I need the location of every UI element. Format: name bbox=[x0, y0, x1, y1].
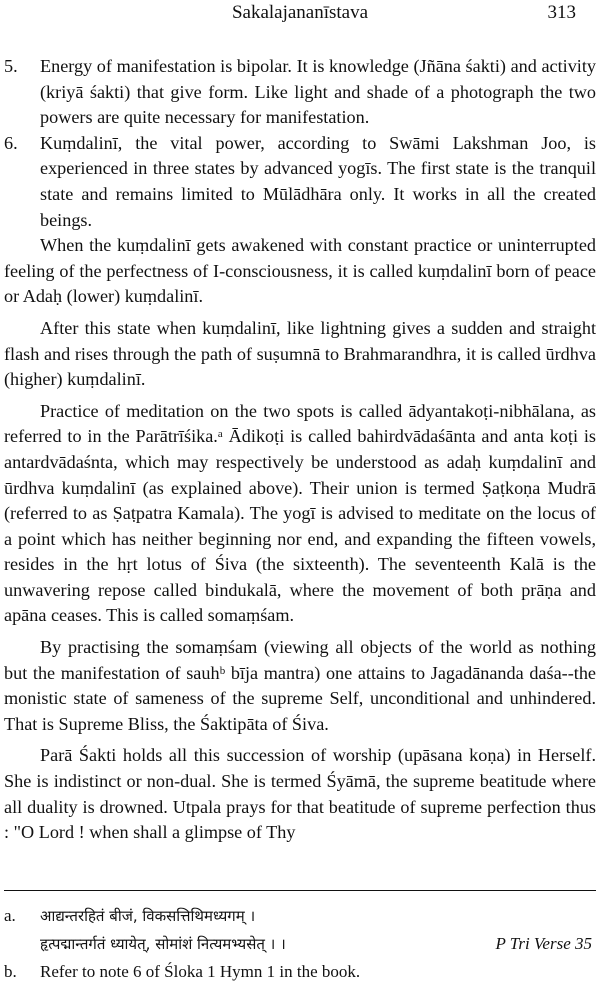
page-body bbox=[4, 54, 596, 846]
paragraph: Practice of meditation on the two spots is called ādyantakoṭi-nibhālana, as referred to in the Parātrīśika.ᵃ Ādikoṭi is called bahirdvādaśānta and anta koṭi is antardvādaśnta, which may respectively be understood as adaḥ kuṃdalinī and ūrdhva kuṃdalinī (as explained above). Their union is termed Ṣaṭkoṇa Mudrā (referred to as Ṣaṭpatra Kamala). The yogī is advised to meditate on the locus of a point which has neither beginning nor end, and expanding the fifteen vowels, resides in the hṛt lotus of Śiva (the sixteenth). The seventeenth Kalā is the unwavering repose called bindukalā, where the movement of both prāṇa and apāna ceases. This is called somaṃśam. bbox=[4, 400, 596, 626]
page-number: 313 bbox=[547, 2, 576, 23]
paragraph: When the kuṃdalinī gets awakened with constant practice or uninterrupted feeling of the perfectness of I-consciousness, it is called kuṃdalinī born of peace or Adaḥ (lower) kuṃdalinī. bbox=[4, 235, 596, 307]
footnote-separator bbox=[4, 890, 596, 891]
footnotes bbox=[4, 902, 596, 985]
footnote-label: a. bbox=[4, 906, 16, 925]
footnote-a bbox=[4, 902, 596, 930]
running-title: Sakalajananīstava bbox=[231, 2, 369, 23]
running-header bbox=[0, 2, 600, 26]
paragraph: After this state when kuṃdalinī, like lightning gives a sudden and straight flash and rises through the path of suṣumnā to Brahmarandhra, it is called ūrdhva (higher) kuṃdalinī. bbox=[4, 317, 596, 390]
footnote-text: Refer to note 6 of Śloka 1 Hymn 1 in the book. bbox=[40, 962, 361, 981]
verse-reference: P Tri Verse 35 bbox=[495, 934, 592, 953]
note-number: 6. bbox=[4, 132, 18, 153]
footnote-a-continued bbox=[4, 930, 596, 958]
paragraph: Parā Śakti holds all this succession of worship (upāsana koṇa) in Herself. She is indistinct or non-dual. She is termed Śyāmā, the supreme beatitude where all duality is drowned. Utpala prays for that beatitude of supreme perfection thus : "O Lord ! when shall a glimpse of Thy bbox=[4, 745, 596, 843]
footnote-label: b. bbox=[4, 962, 17, 981]
note-6 bbox=[4, 131, 596, 233]
note-number: 5. bbox=[4, 56, 18, 76]
note-5 bbox=[4, 54, 596, 131]
note-text: Kuṃdalinī, the vital power, according to Swāmi Lakshman Joo, is experienced in three states by advanced yogīs. The first state is the tranquil state and remains limited to Mūlādhāra only. It works in all the created beings. bbox=[40, 132, 596, 230]
note-text: Energy of manifestation is bipolar. It is knowledge (Jñāna śakti) and activity (kriyā śakti) that give form. Like light and shade of a photograph the two powers are quite necessary for manifestation. bbox=[40, 56, 596, 128]
sanskrit-verse-line-1: आद्यन्तरहितं बीजं, विकसत्तिथिमध्यगम् । bbox=[40, 907, 256, 925]
footnote-b bbox=[4, 958, 596, 985]
paragraph: By practising the somaṃśam (viewing all objects of the world as nothing but the manifestation of sauhᵇ bīja mantra) one attains to Jagadānanda daśa--the monistic state of sameness of the supreme Self, unconditional and unhindered. That is Supreme Bliss, the Śaktipāta of Śiva. bbox=[4, 637, 596, 734]
sanskrit-verse-line-2: हृत्पद्मान्तर्गतं ध्यायेत्, सोमांशं नित्यमभ्यसेत् । । bbox=[40, 935, 286, 953]
